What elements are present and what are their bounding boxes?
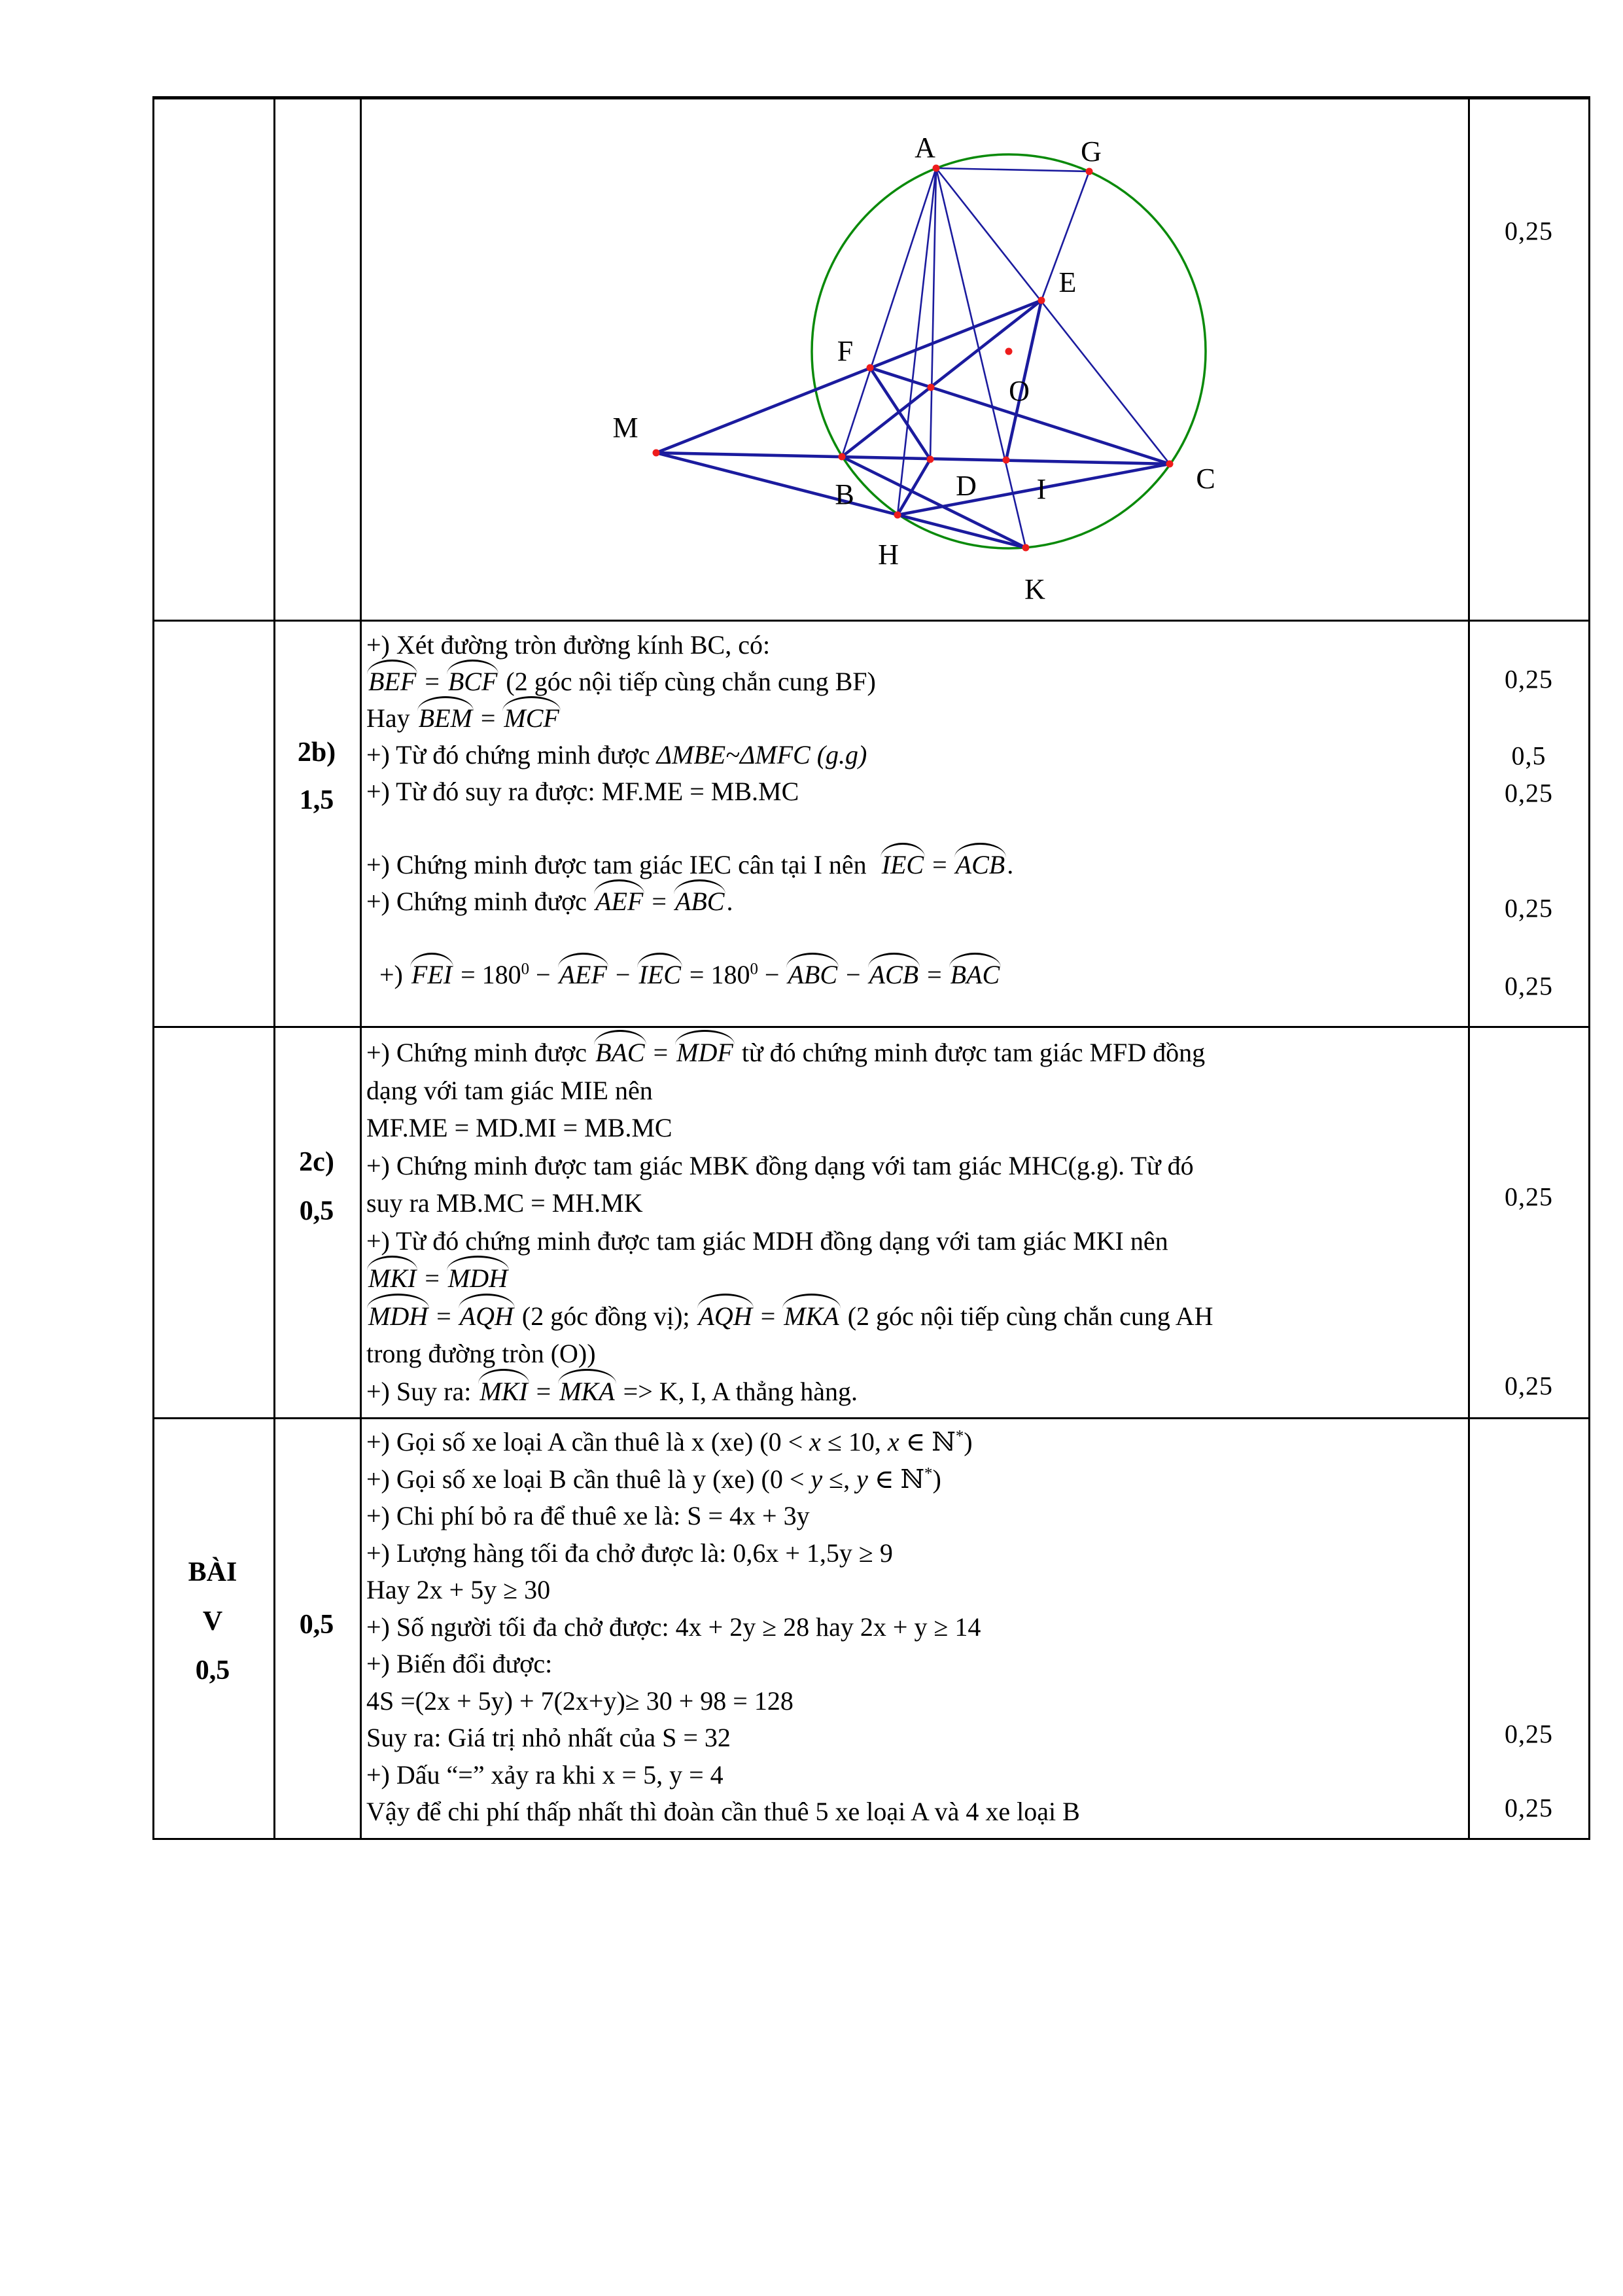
point-label-M: M xyxy=(612,412,638,444)
table-border-v xyxy=(1468,96,1470,1838)
point-label-F: F xyxy=(837,335,854,367)
part-label: 1,5 xyxy=(299,785,334,815)
text-segment: . xyxy=(726,887,733,916)
text-line xyxy=(366,1072,1213,1110)
segment-MC xyxy=(656,453,1170,464)
point-dot-A xyxy=(933,165,940,172)
text-segment: Vậy để chi phí thấp nhất thì đoàn cần thuê 5 xe loại A và 4 xe loại B xyxy=(366,1797,1080,1826)
text-segment: +) Số người tối đa chở được: 4x + 2y ≥ 28 hay 2x + y ≥ 14 xyxy=(366,1612,981,1642)
table-border-h xyxy=(152,1417,1590,1419)
text-segment: ABC xyxy=(786,957,839,993)
figure-svg xyxy=(602,111,1256,628)
text-segment: ) xyxy=(964,1427,973,1457)
score-value: 0,25 xyxy=(1505,778,1553,808)
text-segment: từ đó chứng minh được tam giác MFD đồng xyxy=(735,1038,1206,1067)
point-label-O: O xyxy=(1009,375,1030,407)
point-label-D: D xyxy=(956,470,977,502)
text-segment: dạng với tam giác MIE nên xyxy=(366,1075,653,1105)
table-border-h xyxy=(152,1838,1590,1840)
text-segment: +) Chứng minh được tam giác IEC cân tại I nên xyxy=(366,850,880,879)
text-segment: − xyxy=(839,960,867,989)
part-label: 0,5 xyxy=(195,1655,230,1686)
segment-AH xyxy=(898,168,936,515)
text-segment: = xyxy=(754,1301,782,1331)
text-segment: +) Từ đó chứng minh được xyxy=(366,740,657,769)
score-value: 0,5 xyxy=(1511,741,1546,771)
text-segment: +) Gọi số xe loại A cần thuê là x (xe) (0 < xyxy=(366,1427,810,1457)
score-value: 0,25 xyxy=(1505,1371,1553,1401)
text-segment: MF.ME = MD.MI = MB.MC xyxy=(366,1113,672,1142)
point-label-C: C xyxy=(1196,463,1215,495)
text-segment: MKI xyxy=(478,1373,529,1411)
text-segment: +) Lượng hàng tối đa chở được là: 0,6x + 1,5y ≥ 9 xyxy=(366,1538,893,1568)
point-label-I: I xyxy=(1036,473,1047,505)
text-segment: +) Chi phí bỏ ra để thuê xe là: S = 4x + 3y xyxy=(366,1501,810,1530)
text-segment: x xyxy=(809,1427,821,1457)
text-line xyxy=(366,920,1013,957)
score-value: 0,25 xyxy=(1505,893,1553,923)
text-line xyxy=(366,1147,1213,1185)
text-line xyxy=(366,810,1013,847)
text-segment: = xyxy=(920,960,949,989)
text-line xyxy=(366,1572,1080,1609)
solution-text-bai-v xyxy=(366,1424,1080,1831)
text-segment: = xyxy=(418,1263,446,1293)
segment-ME xyxy=(656,300,1041,453)
point-dot-D xyxy=(927,456,934,463)
text-segment: MKA xyxy=(557,1373,616,1411)
text-line xyxy=(366,1683,1080,1720)
text-segment: MCF xyxy=(502,700,561,737)
text-line xyxy=(366,1757,1080,1794)
text-segment: +) Xét đường tròn đường kính BC, có: xyxy=(366,630,771,660)
text-segment: − xyxy=(758,960,786,989)
text-segment: ∈ ℕ xyxy=(867,1464,925,1494)
point-dot-I xyxy=(1003,457,1010,464)
text-line xyxy=(366,1034,1213,1072)
text-segment: +) Suy ra: xyxy=(366,1376,478,1406)
text-line xyxy=(366,1298,1213,1335)
solution-text-2c xyxy=(366,1034,1213,1410)
table-border-h xyxy=(152,96,1590,99)
text-segment: y xyxy=(811,1464,823,1494)
text-segment: MDH xyxy=(366,1298,430,1335)
text-segment: ) xyxy=(932,1464,941,1494)
text-segment: BEM xyxy=(417,700,474,737)
score-value: 0,25 xyxy=(1505,1182,1553,1212)
text-segment: FEI xyxy=(410,957,454,993)
point-dot-O xyxy=(1005,348,1013,355)
text-segment: = 180 xyxy=(454,960,521,989)
text-segment: IEC xyxy=(637,957,682,993)
text-segment: AEF xyxy=(593,883,645,920)
text-segment: MKA xyxy=(782,1298,841,1335)
text-segment: MDH xyxy=(446,1260,510,1298)
text-line xyxy=(366,627,1013,663)
text-segment: Suy ra: Giá trị nhỏ nhất của S = 32 xyxy=(366,1723,731,1752)
point-label-H: H xyxy=(878,539,899,571)
text-segment: AEF xyxy=(557,957,609,993)
score-value: 0,25 xyxy=(1505,1793,1553,1823)
text-line xyxy=(366,737,1013,773)
text-segment: +) Từ đó chứng minh được tam giác MDH đồng dạng với tam giác MKI nên xyxy=(366,1226,1168,1256)
text-segment: AQH xyxy=(458,1298,515,1335)
text-segment: − xyxy=(529,960,557,989)
table-border-v xyxy=(360,96,362,1838)
part-label: BÀI xyxy=(188,1557,237,1587)
text-line xyxy=(366,1646,1080,1683)
text-segment: (2 góc đồng vị); xyxy=(515,1301,697,1331)
part-label: V xyxy=(202,1606,223,1636)
text-segment: BAC xyxy=(949,957,1002,993)
text-line xyxy=(366,1335,1213,1373)
text-segment: 0 xyxy=(750,960,758,978)
text-segment: MKI xyxy=(366,1260,418,1298)
point-dot-Q xyxy=(928,384,935,391)
text-line xyxy=(366,1498,1080,1535)
table-border-h xyxy=(152,1026,1590,1028)
text-segment: +) Chứng minh được xyxy=(366,1038,594,1067)
text-segment: 4S =(2x + 5y) + 7(2x+y)≥ 30 + 98 = 128 xyxy=(366,1686,794,1716)
segment-FD xyxy=(870,368,930,459)
text-segment: = xyxy=(646,1038,675,1067)
text-segment: ΔMBE~ΔMFC (g.g) xyxy=(656,740,867,769)
segment-AG xyxy=(936,168,1089,171)
text-line xyxy=(366,1535,1080,1572)
text-segment: = xyxy=(418,667,446,696)
text-segment: Hay 2x + 5y ≥ 30 xyxy=(366,1575,551,1604)
text-segment: => K, I, A thẳng hàng. xyxy=(616,1376,858,1406)
text-line xyxy=(366,1720,1080,1757)
text-line xyxy=(366,1609,1080,1646)
text-segment: (2 góc nội tiếp cùng chắn cung AH xyxy=(841,1301,1213,1331)
point-label-G: G xyxy=(1081,135,1102,168)
text-segment: y xyxy=(856,1464,868,1494)
text-segment: IEC xyxy=(880,847,926,883)
point-label-K: K xyxy=(1024,573,1045,605)
point-dot-K xyxy=(1022,544,1030,552)
text-segment: +) xyxy=(366,960,410,989)
text-segment: +) Từ đó suy ra được: MF.ME = MB.MC xyxy=(366,777,799,806)
point-label-E: E xyxy=(1058,266,1077,298)
point-dot-B xyxy=(839,453,846,461)
solution-text-2b xyxy=(366,627,1013,993)
text-segment: BAC xyxy=(593,1034,647,1072)
text-line xyxy=(366,1184,1213,1222)
text-segment: MDF xyxy=(674,1034,735,1072)
text-segment: BCF xyxy=(446,663,500,700)
part-label: 2c) xyxy=(299,1147,334,1177)
text-line xyxy=(366,663,1013,700)
text-segment: − xyxy=(608,960,637,989)
point-label-A: A xyxy=(915,132,935,164)
text-segment: 0 xyxy=(521,960,530,978)
score-value: 0,25 xyxy=(1505,664,1553,694)
text-segment: = xyxy=(926,850,954,879)
text-line xyxy=(366,773,1013,810)
score-value: 0,25 xyxy=(1505,971,1553,1001)
text-segment: = xyxy=(645,887,673,916)
text-segment: = xyxy=(529,1376,558,1406)
part-label: 0,5 xyxy=(299,1610,334,1640)
text-segment: ∈ ℕ xyxy=(899,1427,956,1457)
text-segment: trong đường tròn (O)) xyxy=(366,1339,596,1368)
text-segment: * xyxy=(955,1427,964,1445)
text-segment: suy ra MB.MC = MH.MK xyxy=(366,1188,643,1218)
text-line xyxy=(366,1424,1080,1461)
text-segment: BEF xyxy=(366,663,418,700)
text-segment: +) Gọi số xe loại B cần thuê là y (xe) (0 < xyxy=(366,1464,811,1494)
text-line xyxy=(366,1373,1213,1411)
text-segment: +) Chứng minh được xyxy=(366,887,594,916)
text-line xyxy=(366,1109,1213,1147)
text-segment: . xyxy=(1007,850,1014,879)
text-segment: +) Dấu “=” xảy ra khi x = 5, y = 4 xyxy=(366,1759,724,1790)
text-segment: +) Chứng minh được tam giác MBK đồng dạng với tam giác MHC(g.g). Từ đó xyxy=(366,1150,1194,1180)
text-line xyxy=(366,883,1013,920)
segment-AB xyxy=(842,168,936,457)
table-border-v xyxy=(152,96,154,1838)
point-dot-M xyxy=(653,450,660,457)
text-line xyxy=(366,1222,1213,1260)
text-segment: x xyxy=(887,1427,899,1457)
text-segment: ABC xyxy=(673,883,727,920)
text-segment: = xyxy=(474,703,502,733)
text-segment: (2 góc nội tiếp cùng chắn cung BF) xyxy=(499,667,876,696)
text-line xyxy=(366,847,1013,883)
point-dot-H xyxy=(894,512,901,519)
point-label-B: B xyxy=(835,478,854,510)
part-label: 0,5 xyxy=(299,1196,334,1226)
text-segment: = 180 xyxy=(682,960,750,989)
point-dot-E xyxy=(1038,297,1045,304)
point-dot-C xyxy=(1166,461,1174,468)
text-line xyxy=(366,957,1013,993)
table-border-v xyxy=(273,96,275,1838)
text-segment: +) Biến đổi được: xyxy=(366,1649,553,1678)
text-segment: = xyxy=(430,1301,458,1331)
text-segment: ACB xyxy=(867,957,921,993)
score-value: 0,25 xyxy=(1505,1719,1553,1749)
text-line xyxy=(366,1260,1213,1298)
text-line xyxy=(366,1793,1080,1831)
table-border-v xyxy=(1588,96,1590,1838)
text-segment: AQH xyxy=(697,1298,754,1335)
text-segment: ACB xyxy=(954,847,1007,883)
point-dot-G xyxy=(1086,168,1093,175)
text-segment: * xyxy=(924,1464,933,1483)
text-segment: ≤ 10, xyxy=(820,1427,888,1457)
point-dot-F xyxy=(867,364,874,372)
part-label: 2b) xyxy=(297,737,336,768)
text-line xyxy=(366,1461,1080,1498)
text-segment: Hay xyxy=(366,703,417,733)
text-line xyxy=(366,700,1013,737)
text-segment: ≤, xyxy=(822,1464,857,1494)
score-value: 0,25 xyxy=(1505,216,1553,246)
